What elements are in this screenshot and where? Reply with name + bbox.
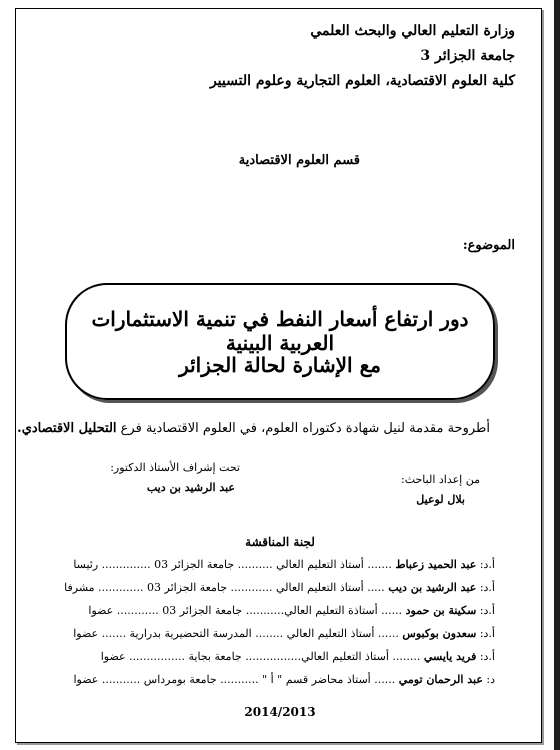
- member-name: سكينة بن حمود: [405, 604, 477, 617]
- committee-title: لجنة المناقشة: [245, 535, 315, 549]
- member-name: عبد الرشيد بن ديب: [388, 581, 477, 594]
- thesis-note-prefix: أطروحة مقدمة لنيل شهادة دكتوراه العلوم، في العلوم الاقتصادية فرع: [116, 421, 490, 436]
- committee-row: [88, 604, 495, 617]
- subject-label: الموضوع:: [462, 238, 515, 253]
- academic-year: 2014/2013: [244, 705, 316, 719]
- committee-row: [64, 581, 495, 594]
- committee-row: [101, 650, 495, 663]
- member-details: ..... أستاذ التعليم العالي ............ جامعة الجزائر 03 ............. مشرفا: [64, 581, 385, 594]
- member-name: عبد الحميد زعباط: [395, 558, 477, 571]
- committee-row: [73, 558, 495, 571]
- member-name: سعدون بوكبوس: [402, 627, 477, 640]
- university-name: جامعة الجزائر 3: [420, 48, 515, 64]
- title-box: [65, 283, 495, 400]
- supervisor-name: عبد الرشيد بن ديب: [146, 481, 235, 494]
- member-details: ...... أستاذ التعليم العالي ........ المدرسة التحضيرية بدرارية ....... عضوا: [73, 627, 399, 640]
- thesis-note: [17, 421, 490, 436]
- ministry-name: وزارة التعليم العالي والبحث العلمي: [310, 23, 515, 39]
- member-details: ...... أستاذة التعليم العالي........... جامعة الجزائر 03 ............ عضوا: [88, 604, 403, 617]
- committee-row: [73, 627, 495, 640]
- thesis-title-line2: مع الإشارة لحالة الجزائر: [179, 353, 381, 377]
- committee-row: [73, 673, 495, 686]
- author-name: بلال لوعيل: [416, 493, 465, 506]
- member-details: ...... أستاذ محاضر قسم " أ " ........... جامعة بومرداس ........... عضوا: [73, 673, 396, 686]
- member-details: ....... أستاذ التعليم العالي .......... جامعة الجزائر 03 .............. رئيسا: [73, 558, 392, 571]
- member-title: أ.د:: [479, 604, 495, 617]
- department-name: قسم العلوم الاقتصادية: [238, 153, 360, 168]
- member-title: أ.د:: [479, 558, 495, 571]
- supervisor-label: تحت إشراف الأستاذ الدكتور:: [110, 461, 240, 474]
- window-edge: [554, 0, 560, 750]
- thesis-branch: التحليل الاقتصادي.: [17, 421, 117, 436]
- thesis-title-line1: دور ارتفاع أسعار النفط في تنمية الاستثمارات العربية البينية: [91, 307, 469, 355]
- member-details: ........ أستاذ التعليم العالي................ جامعة بجاية ................ عضوا: [100, 650, 421, 663]
- member-title: أ.د:: [479, 627, 495, 640]
- member-title: د:: [486, 673, 495, 686]
- member-name: عبد الرحمان تومي: [398, 673, 483, 686]
- member-title: أ.د:: [479, 650, 495, 663]
- member-title: أ.د:: [479, 581, 495, 594]
- member-name: فريد يايسي: [423, 650, 477, 663]
- faculty-name: كلية العلوم الاقتصادية، العلوم التجارية وعلوم التسيير: [209, 73, 515, 89]
- prepared-by-label: من إعداد الباحث:: [401, 473, 480, 486]
